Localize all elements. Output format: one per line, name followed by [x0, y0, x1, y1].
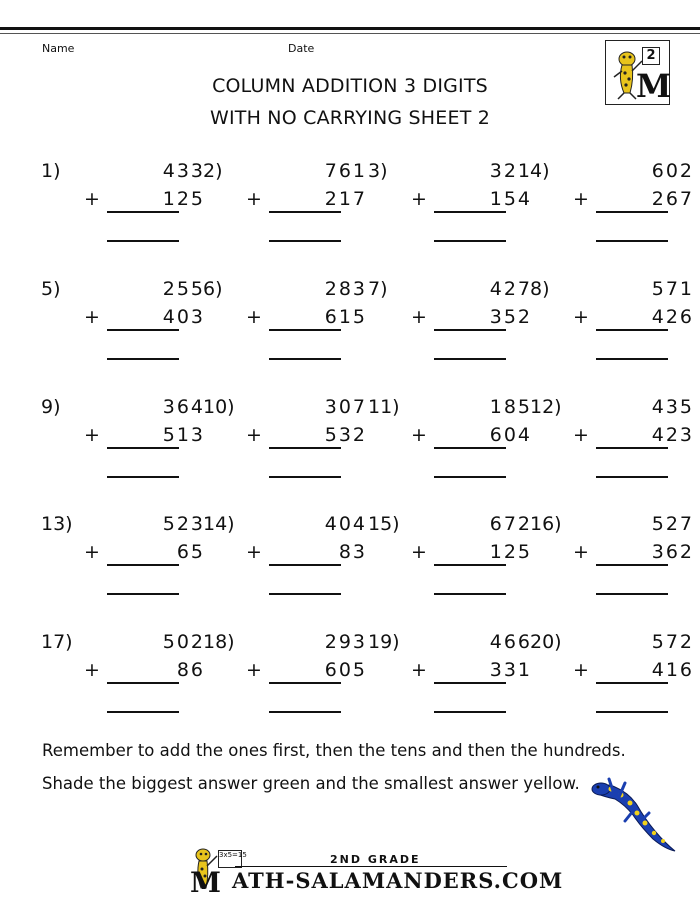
problem-11 [368, 396, 538, 496]
plus-sign: + [411, 541, 427, 563]
problem-number: 2) [203, 160, 223, 182]
sum-line [596, 211, 668, 213]
problem-number: 15) [368, 513, 400, 535]
problem-number: 8) [530, 278, 550, 300]
problem-6 [203, 278, 373, 378]
top-addend: 404 [324, 513, 367, 535]
problem-14 [203, 513, 373, 613]
bottom-addend: 267 [651, 188, 694, 210]
plus-sign: + [411, 188, 427, 210]
footer-rule [235, 866, 507, 867]
sum-line [434, 564, 506, 566]
problem-7 [368, 278, 538, 378]
bottom-addend: 125 [489, 541, 532, 563]
instructions-line2: Shade the biggest answer green and the smallest answer yellow. [42, 774, 580, 793]
footer-m-letter: M [190, 866, 221, 899]
plus-sign: + [84, 188, 100, 210]
top-addend: 307 [324, 396, 367, 418]
problem-4 [530, 160, 700, 260]
problem-number: 9) [41, 396, 61, 418]
plus-sign: + [84, 424, 100, 446]
footer-grade-text: 2ND GRADE [330, 853, 421, 866]
plus-sign: + [246, 424, 262, 446]
bottom-addend: 604 [489, 424, 532, 446]
answer-line[interactable] [596, 711, 668, 713]
answer-line[interactable] [107, 240, 179, 242]
bottom-addend: 86 [176, 659, 205, 681]
date-label: Date [288, 42, 315, 55]
problem-2 [203, 160, 373, 260]
top-addend: 571 [651, 278, 694, 300]
sum-line [434, 329, 506, 331]
answer-line[interactable] [434, 593, 506, 595]
top-addend: 572 [651, 631, 694, 653]
sum-line [596, 329, 668, 331]
problem-number: 7) [368, 278, 388, 300]
bottom-addend: 403 [162, 306, 205, 328]
bottom-addend: 83 [338, 541, 367, 563]
problem-number: 4) [530, 160, 550, 182]
answer-line[interactable] [596, 358, 668, 360]
bottom-addend: 416 [651, 659, 694, 681]
problem-18 [203, 631, 373, 731]
answer-line[interactable] [269, 593, 341, 595]
plus-sign: + [246, 306, 262, 328]
salamander-icon [585, 775, 680, 860]
answer-line[interactable] [596, 593, 668, 595]
plus-sign: + [246, 541, 262, 563]
plus-sign: + [84, 306, 100, 328]
sum-line [596, 447, 668, 449]
problem-19 [368, 631, 538, 731]
sum-line [434, 682, 506, 684]
page-title-line2: WITH NO CARRYING SHEET 2 [209, 107, 491, 129]
answer-line[interactable] [269, 476, 341, 478]
top-addend: 672 [489, 513, 532, 535]
sum-line [107, 564, 179, 566]
problem-15 [368, 513, 538, 613]
bottom-addend: 615 [324, 306, 367, 328]
top-addend: 433 [162, 160, 205, 182]
name-label: Name [42, 42, 75, 55]
problem-number: 6) [203, 278, 223, 300]
problem-5 [41, 278, 211, 378]
sum-line [434, 211, 506, 213]
answer-line[interactable] [434, 711, 506, 713]
top-addend: 185 [489, 396, 532, 418]
answer-line[interactable] [107, 593, 179, 595]
sum-line [269, 211, 341, 213]
answer-line[interactable] [434, 240, 506, 242]
problem-3 [368, 160, 538, 260]
grade-number: 2 [642, 47, 660, 65]
sum-line [107, 682, 179, 684]
footer-board: 3x5=15 [218, 850, 242, 868]
sum-line [107, 447, 179, 449]
problem-number: 19) [368, 631, 400, 653]
sum-line [434, 447, 506, 449]
bottom-addend: 352 [489, 306, 532, 328]
bottom-addend: 217 [324, 188, 367, 210]
top-addend: 283 [324, 278, 367, 300]
top-addend: 435 [651, 396, 694, 418]
bottom-addend: 154 [489, 188, 532, 210]
problem-16 [530, 513, 700, 613]
plus-sign: + [84, 659, 100, 681]
problem-number: 20) [530, 631, 562, 653]
grade-logo [605, 40, 670, 105]
problem-number: 11) [368, 396, 400, 418]
sum-line [107, 211, 179, 213]
plus-sign: + [246, 659, 262, 681]
problem-12 [530, 396, 700, 496]
top-addend: 527 [651, 513, 694, 535]
problem-20 [530, 631, 700, 731]
answer-line[interactable] [107, 358, 179, 360]
bottom-addend: 513 [162, 424, 205, 446]
problem-number: 1) [41, 160, 61, 182]
answer-line[interactable] [596, 240, 668, 242]
problem-13 [41, 513, 211, 613]
sum-line [269, 682, 341, 684]
problem-number: 18) [203, 631, 235, 653]
sum-line [596, 682, 668, 684]
answer-line[interactable] [434, 476, 506, 478]
problem-number: 5) [41, 278, 61, 300]
problem-number: 10) [203, 396, 235, 418]
answer-line[interactable] [269, 240, 341, 242]
problem-number: 12) [530, 396, 562, 418]
problem-9 [41, 396, 211, 496]
bottom-addend: 605 [324, 659, 367, 681]
bottom-addend: 331 [489, 659, 532, 681]
bottom-addend: 426 [651, 306, 694, 328]
problem-number: 14) [203, 513, 235, 535]
bottom-addend: 423 [651, 424, 694, 446]
top-addend: 761 [324, 160, 367, 182]
plus-sign: + [411, 306, 427, 328]
plus-sign: + [573, 424, 589, 446]
problem-10 [203, 396, 373, 496]
answer-line[interactable] [269, 358, 341, 360]
answer-line[interactable] [269, 711, 341, 713]
plus-sign: + [573, 188, 589, 210]
bottom-addend: 125 [162, 188, 205, 210]
top-addend: 502 [162, 631, 205, 653]
plus-sign: + [411, 659, 427, 681]
bottom-addend: 532 [324, 424, 367, 446]
answer-line[interactable] [596, 476, 668, 478]
plus-sign: + [573, 659, 589, 681]
problem-number: 13) [41, 513, 73, 535]
answer-line[interactable] [107, 711, 179, 713]
bottom-addend: 362 [651, 541, 694, 563]
problem-1 [41, 160, 211, 260]
answer-line[interactable] [434, 358, 506, 360]
top-addend: 321 [489, 160, 532, 182]
problem-number: 3) [368, 160, 388, 182]
sum-line [596, 564, 668, 566]
bottom-addend: 65 [176, 541, 205, 563]
answer-line[interactable] [107, 476, 179, 478]
top-addend: 364 [162, 396, 205, 418]
problem-number: 17) [41, 631, 73, 653]
plus-sign: + [84, 541, 100, 563]
footer-site-text: ATH-SALAMANDERS.COM [232, 868, 564, 893]
sum-line [269, 447, 341, 449]
top-addend: 602 [651, 160, 694, 182]
plus-sign: + [246, 188, 262, 210]
sum-line [107, 329, 179, 331]
sum-line [269, 564, 341, 566]
page-title-line1: COLUMN ADDITION 3 DIGITS [212, 75, 488, 97]
top-rule-thin [0, 33, 700, 34]
top-addend: 427 [489, 278, 532, 300]
top-addend: 466 [489, 631, 532, 653]
plus-sign: + [573, 306, 589, 328]
problem-17 [41, 631, 211, 731]
top-rule [0, 27, 700, 30]
plus-sign: + [411, 424, 427, 446]
instructions-line1: Remember to add the ones first, then the tens and then the hundreds. [42, 741, 626, 760]
sum-line [269, 329, 341, 331]
problem-8 [530, 278, 700, 378]
problem-number: 16) [530, 513, 562, 535]
logo-m-letter: M [636, 67, 672, 105]
top-addend: 523 [162, 513, 205, 535]
top-addend: 293 [324, 631, 367, 653]
top-addend: 255 [162, 278, 205, 300]
plus-sign: + [573, 541, 589, 563]
